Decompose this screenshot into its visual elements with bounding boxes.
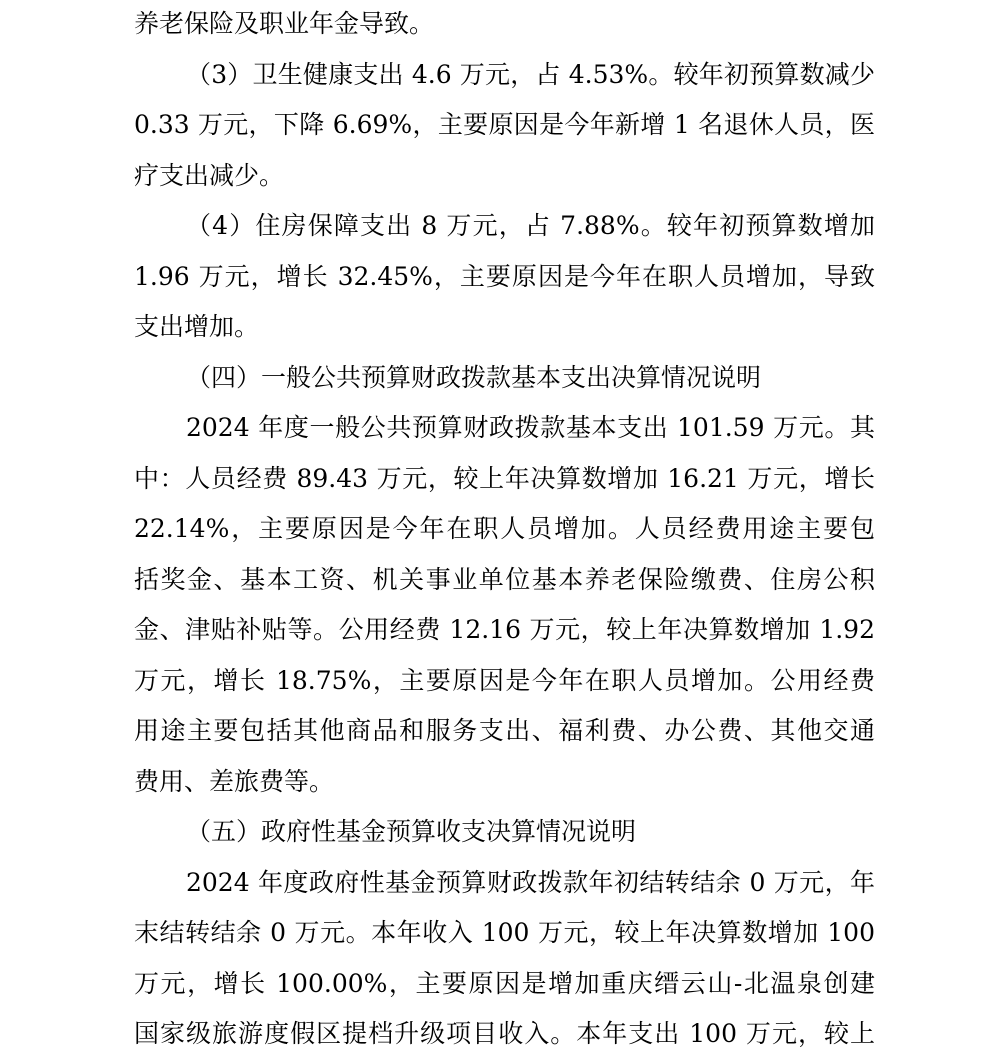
section-heading: （四）一般公共预算财政拨款基本支出决算情况说明 [186, 363, 762, 392]
text-line: 疗支出减少。 [134, 161, 285, 190]
text-line: 2024 年度一般公共预算财政拨款基本支出 101.59 万元。其 [186, 413, 875, 442]
text-line: 中：人员经费 89.43 万元，较上年决算数增加 16.21 万元，增长 [134, 464, 875, 493]
text-line: 括奖金、基本工资、机关事业单位基本养老保险缴费、住房公积 [134, 565, 875, 594]
text-line: 2024 年度政府性基金预算财政拨款年初结转结余 0 万元，年 [186, 868, 875, 897]
text-line: 费用、差旅费等。 [134, 767, 335, 796]
text-line: 0.33 万元，下降 6.69%，主要原因是今年新增 1 名退休人员，医 [134, 110, 875, 139]
text-line: 22.14%，主要原因是今年在职人员增加。人员经费用途主要包 [134, 514, 875, 543]
text-line: （4）住房保障支出 8 万元，占 7.88%。较年初预算数增加 [186, 211, 875, 240]
text-line: 金、津贴补贴等。公用经费 12.16 万元，较上年决算数增加 1.92 [134, 615, 875, 644]
section-heading: （五）政府性基金预算收支决算情况说明 [186, 817, 637, 846]
text-line: 1.96 万元，增长 32.45%，主要原因是今年在职人员增加，导致 [134, 262, 875, 291]
text-line: 万元，增长 100.00%，主要原因是增加重庆缙云山-北温泉创建 [134, 969, 875, 998]
text-line: 用途主要包括其他商品和服务支出、福利费、办公费、其他交通 [134, 716, 875, 745]
text-line: 支出增加。 [134, 312, 260, 341]
text-line: 末结转结余 0 万元。本年收入 100 万元，较上年决算数增加 100 [134, 918, 875, 947]
text-line: 养老保险及职业年金导致。 [134, 9, 435, 38]
text-line: 万元，增长 18.75%，主要原因是今年在职人员增加。公用经费 [134, 666, 875, 695]
text-line: （3）卫生健康支出 4.6 万元，占 4.53%。较年初预算数减少 [186, 60, 875, 89]
text-line: 国家级旅游度假区提档升级项目收入。本年支出 100 万元，较上 [134, 1019, 875, 1048]
